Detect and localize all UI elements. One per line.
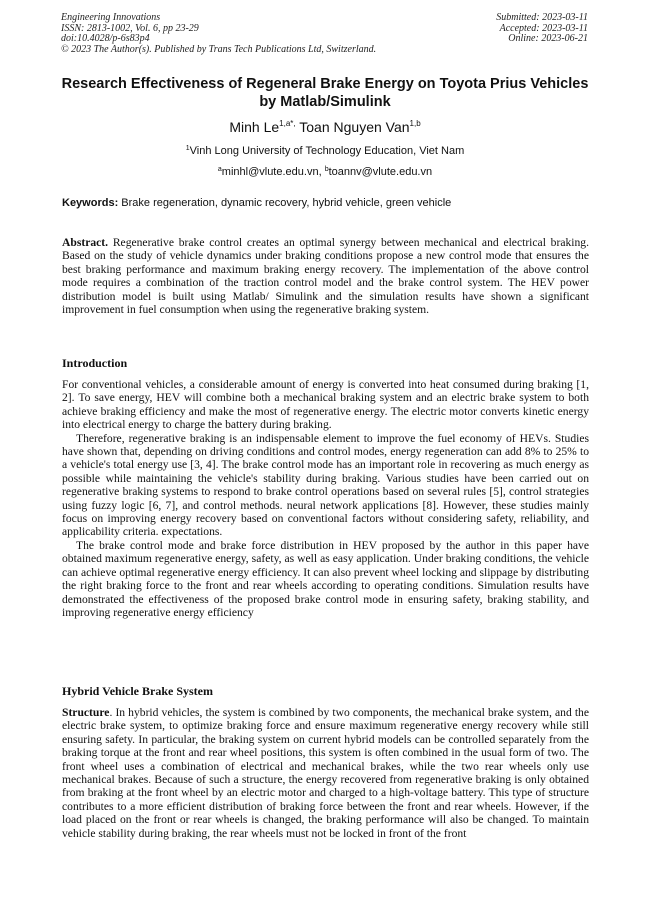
issn-line: ISSN: 2813-1002, Vol. 6, pp 23-29 [61,22,199,34]
accepted-date: Accepted: 2023-03-11 [499,22,588,34]
introduction-heading: Introduction [62,356,128,370]
submitted-date: Submitted: 2023-03-11 [496,12,588,23]
abstract [62,236,589,316]
keywords [62,197,592,209]
intro-paragraph: For conventional vehicles, a considerable amount of energy is converted into heat consumed during braking [1, 2]. To save energy, HEV will combine both a mechanical braking system and an electric brake system to both achieve braking efficiency and make the most of regenerative energy. The electric motor converts kinetic energy into electrical energy to charge the battery during braking. [62,378,589,432]
author-1: Minh Le [229,119,280,135]
header-right [388,13,588,45]
structure-text: . In hybrid vehicles, the system is combined by two components, the mechanical brake system, and the electric brake system, to optimize braking force and ensure maximum regenerative energy recovery while still ensuring safety. In particular, the braking system on current hybrid models can be controlled separately from the braking torque at the front and rear wheel positions, this system is often combined in the usual form of two. The front wheel uses a combination of electrical and mechanical brakes, while the two rear wheels only use mechanical brakes. Because of such a structure, the energy recovered from regenerative braking is only obtained from braking at the front wheel by an electric motor and charged to a high-voltage battery. This type of structure contributes to a more efficient distribution of braking force between the front and rear wheels. However, if the load placed on the front or rear wheels is changed, the braking performance will also be changed. To maintain vehicle stability during braking, the rear wheels must not be locked in front of the front [62,706,589,840]
keywords-label: Keywords: [62,197,119,209]
introduction-body [62,378,589,619]
affiliation-sup: 1 [185,145,190,152]
keywords-text: Brake regeneration, dynamic recovery, hybrid vehicle, green vehicle [118,197,452,209]
intro-paragraph: The brake control mode and brake force distribution in HEV proposed by the author in this paper have obtained maximum regenerative energy, safety, as well as easy application. Under braking conditions, the vehicle can achieve optimal regenerative energy efficiency. It can also prevent wheel locking and slippage by distributing the right braking force to the front and rear wheels according to operating conditions. Simulation results have demonstrated the effectiveness of the proposed brake control mode in ensuring safety, braking stability, and improving regenerative energy efficiency [62,538,589,619]
email-line [60,166,590,178]
copyright-line: © 2023 The Author(s). Published by Trans Tech Publications Ltd, Switzerland. [61,43,377,55]
author-2: Toan Nguyen Van [299,119,410,135]
author-1-sup: 1,a*, [279,119,296,128]
email-b: toannv@vlute.edu.vn [328,166,433,178]
structure-label: Structure [62,706,110,719]
abstract-text: Regenerative brake control creates an optimal synergy between mechanical and electrical braking. Based on the study of vehicle dynamics under braking conditions propose a new control mode that ensures the best braking performance and maximum braking energy recovery. The implementation of the above control mode requires a combination of the traction control model and the brake control system. The HEV power distribution model is built using Matlab/ Simulink and the simulation results have shown a significant improvement in fuel consumption when using the regenerative braking system. [62,236,589,317]
email-a-sup: a [217,166,222,173]
intro-paragraph: Therefore, regenerative braking is an indispensable element to improve the fuel economy of HEVs. Studies have shown that, depending on driving conditions and control modes, energy regeneration can add 8% to 25% to a vehicle's total energy use [3, 4]. The brake control mode has an important role in recovering as much energy as possible while maintaining the vehicle's stability during braking. Various studies have been carried out on regenerative braking systems to respond to brake control operations based on several rules [5], control strategies using fuzzy logic [6, 7], and control methods. neural network applications [8]. However, these studies mainly focus on improving energy recovery based on conventional factors without considering safety, reliability, and applicability criteria. expectations. [62,431,589,539]
email-b-sup: b [324,166,329,173]
email-a: minhl@vlute.edu.vn, [221,166,325,178]
affiliation-text: Vinh Long University of Technology Education, Viet Nam [189,145,465,157]
journal-name: Engineering Innovations [61,12,161,23]
abstract-label: Abstract. [62,236,109,249]
doi-line: doi:10.4028/p-6s83p4 [61,33,150,44]
hybrid-brake-heading: Hybrid Vehicle Brake System [62,684,214,698]
paper-title: Research Effectiveness of Regeneral Brake Energy on Toyota Prius Vehicles by Matlab/Simulink [61,76,589,110]
online-date: Online: 2023-06-21 [508,33,588,44]
author-line [60,119,590,135]
author-2-sup: 1,b [409,119,421,128]
structure-paragraph [62,706,589,840]
affiliation [60,145,590,157]
